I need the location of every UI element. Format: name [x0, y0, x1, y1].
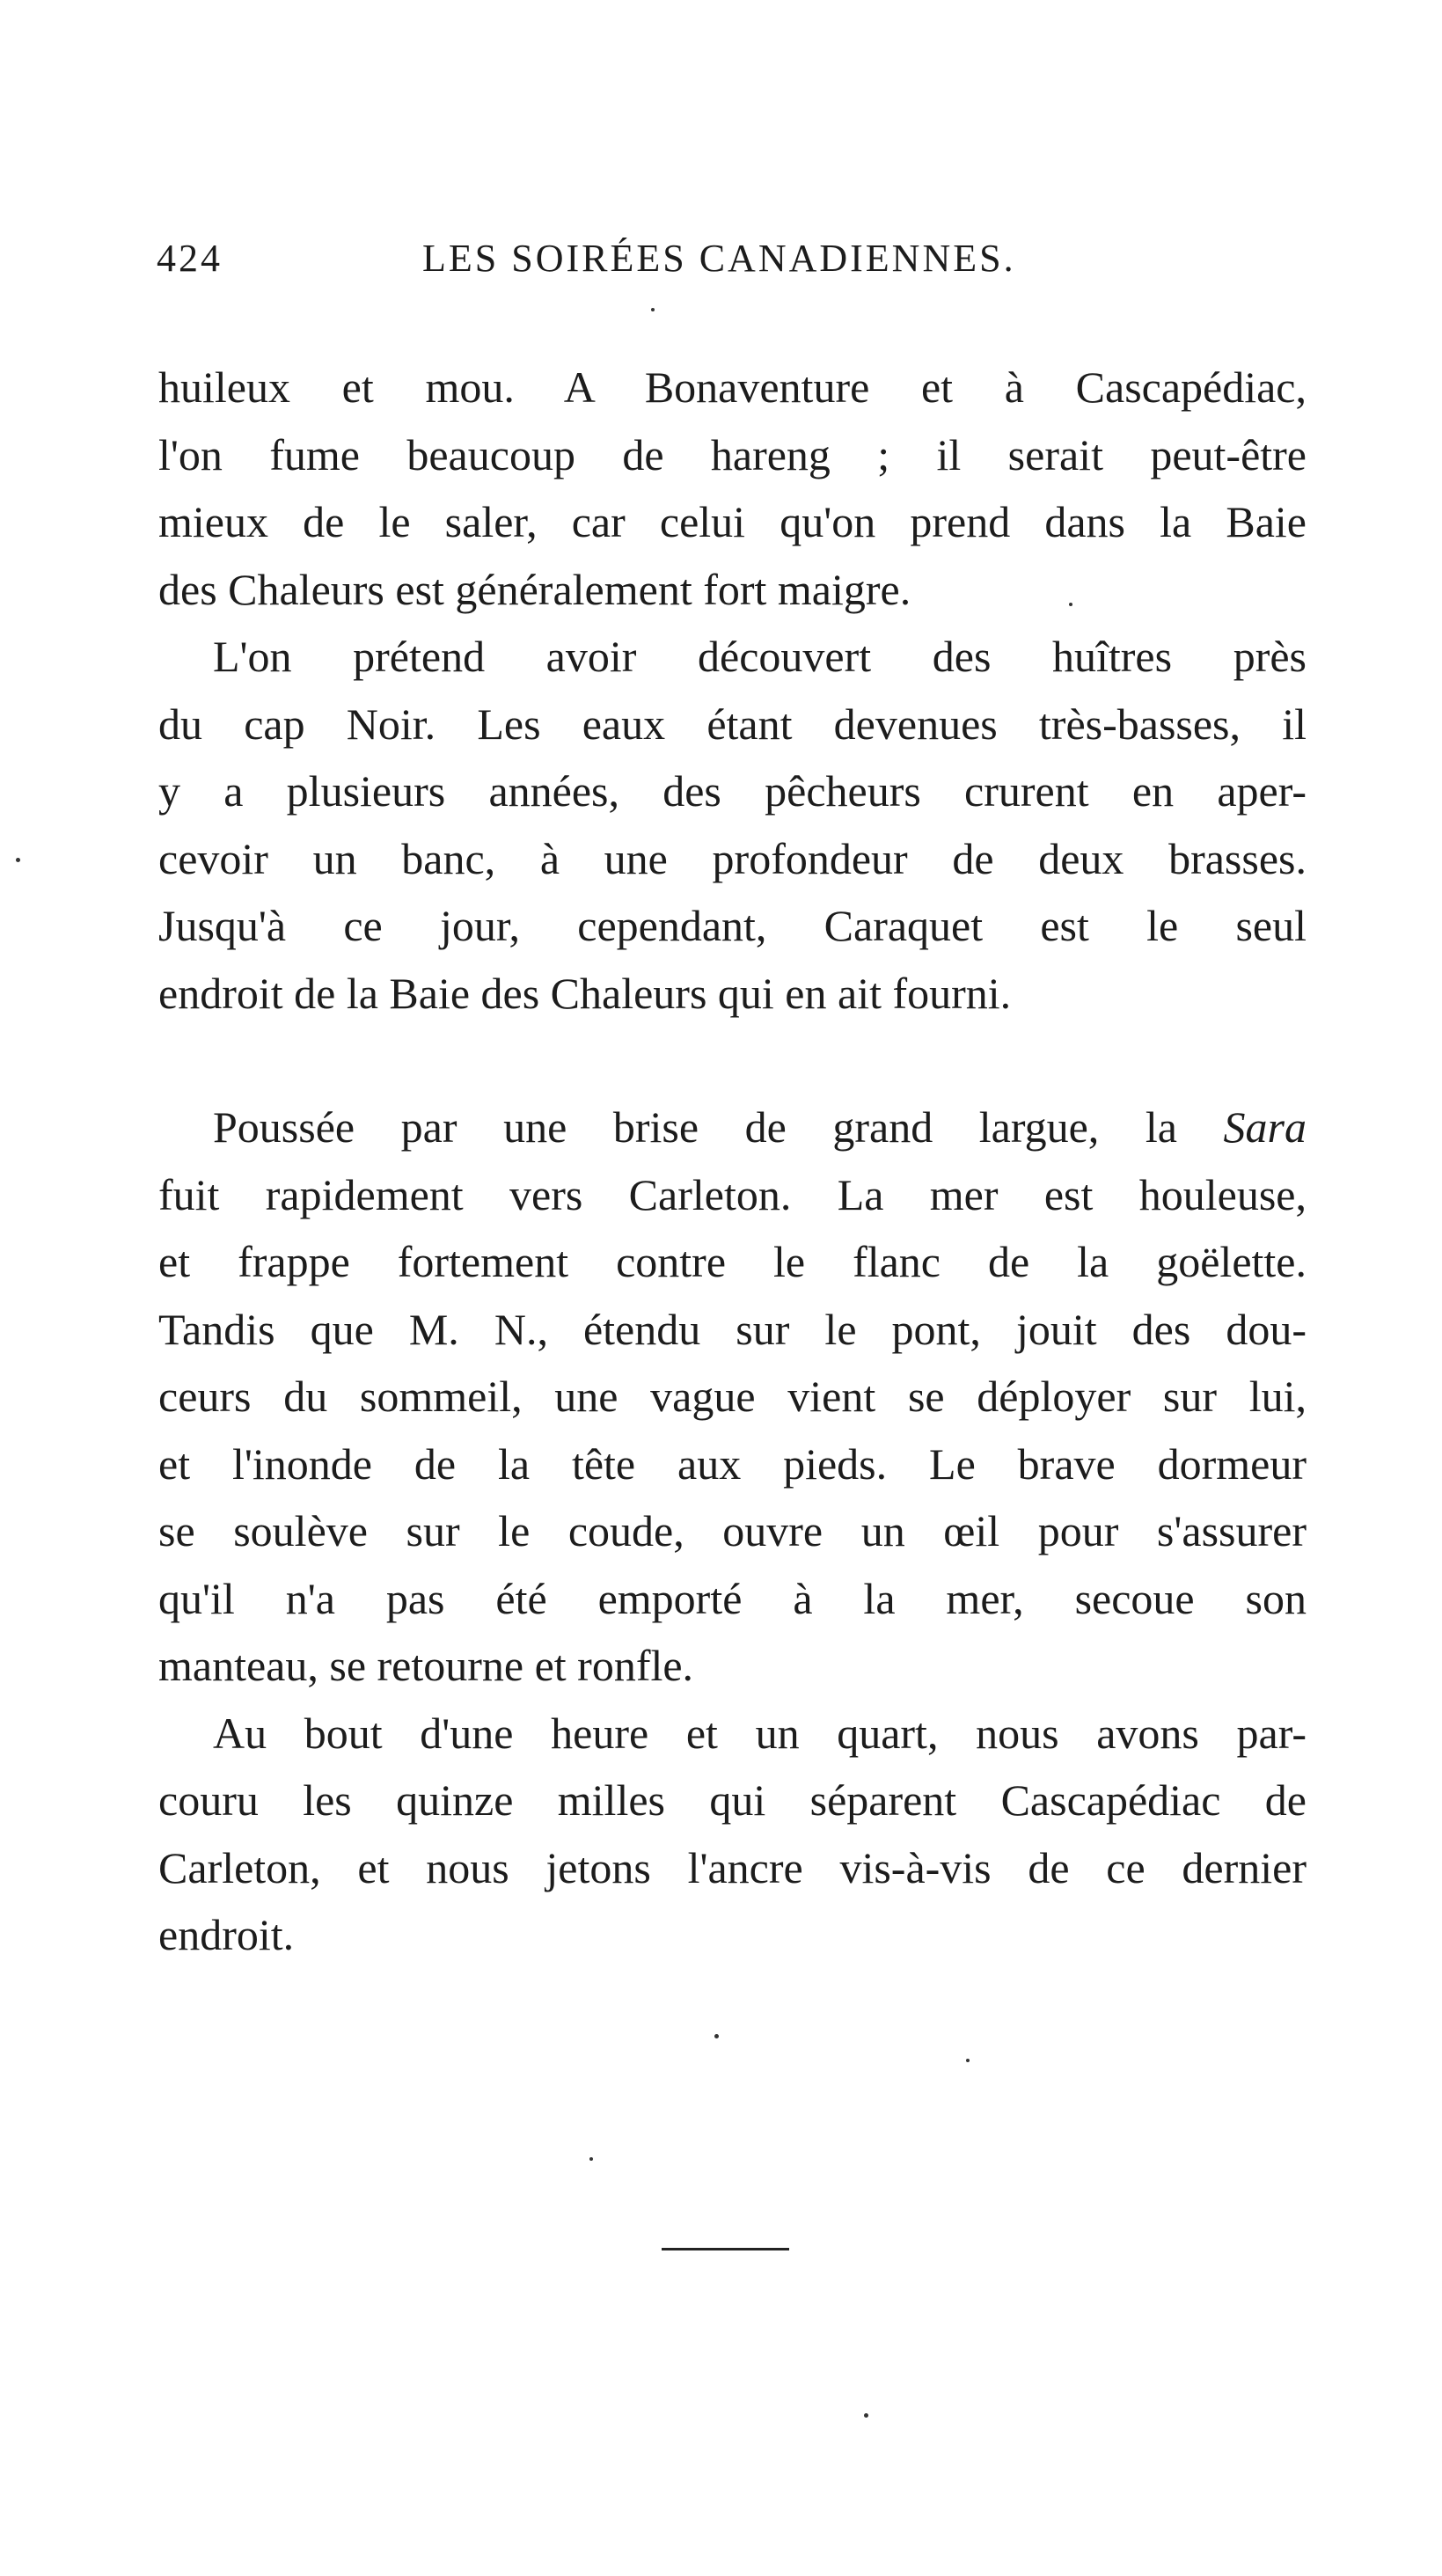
running-title: LES SOIRÉES CANADIENNES.: [422, 237, 1016, 280]
running-head: [157, 236, 1300, 289]
paragraph-voyage: [158, 1094, 1307, 1700]
print-speck: [714, 2034, 719, 2038]
print-speck: [16, 858, 20, 862]
text-line: L'on prétend avoir découvert des huîtres près: [213, 632, 1307, 681]
text-line: et l'inonde de la tête aux pieds. Le brave dormeur: [158, 1438, 1307, 1489]
paragraph-oysters: [158, 623, 1307, 1027]
text-line: et frappe fortement contre le flanc de la goëlette.: [158, 1237, 1307, 1286]
text-line: ceurs du sommeil, une vague vient se déployer sur lui,: [158, 1372, 1307, 1421]
text-line: mieux de le saler, car celui qu'on prend dans la Baie: [158, 497, 1307, 546]
paragraph-herring: [158, 354, 1307, 623]
text-line: du cap Noir. Les eaux étant devenues très-basses, il: [158, 699, 1307, 749]
text-line: huileux et mou. A Bonaventure et à Cascapédiac,: [158, 362, 1307, 412]
text-line: Au bout d'une heure et un quart, nous avons par-: [213, 1708, 1307, 1758]
print-speck: [589, 2157, 593, 2161]
text-line: y a plusieurs années, des pêcheurs crurent en aper-: [158, 766, 1307, 816]
text-line: qu'il n'a pas été emporté à la mer, secoue son: [158, 1573, 1307, 1623]
text-line: se soulève sur le coude, ouvre un œil pour s'assurer: [158, 1506, 1307, 1555]
page-number: 424: [157, 237, 223, 280]
text-line: des Chaleurs est généralement fort maigre.: [158, 564, 911, 614]
text-line: endroit.: [158, 1910, 295, 1959]
print-speck: [966, 2059, 970, 2062]
text-line: couru les quinze milles qui séparent Cascapédiac de: [158, 1775, 1307, 1825]
body-text: [158, 354, 1307, 1969]
text-line-start: Poussée par une brise de grand largue, la: [213, 1102, 1177, 1152]
print-speck: [651, 308, 655, 311]
text-line: cevoir un banc, à une profondeur de deux brasses.: [158, 833, 1307, 883]
text-line: manteau, se retourne et ronfle.: [158, 1641, 694, 1690]
paragraph-arrival: [158, 1700, 1307, 1969]
text-line: endroit de la Baie des Chaleurs qui en ait fourni.: [158, 968, 1012, 1018]
print-speck: [864, 2413, 868, 2418]
text-line: Carleton, et nous jetons l'ancre vis-à-vis de ce dernier: [158, 1842, 1307, 1892]
end-rule: [662, 2248, 789, 2250]
text-line: Tandis que M. N., étendu sur le pont, jouit des dou-: [158, 1304, 1307, 1354]
text-line: Jusqu'à ce jour, cependant, Caraquet est le seul: [158, 901, 1307, 950]
print-speck: [1069, 603, 1072, 606]
text-line: l'on fume beaucoup de hareng ; il serait peut-être: [158, 429, 1307, 479]
ship-name: Sara: [1223, 1102, 1307, 1152]
text-line: fuit rapidement vers Carleton. La mer est houleuse,: [158, 1169, 1307, 1219]
text-line: [158, 1094, 1307, 1161]
